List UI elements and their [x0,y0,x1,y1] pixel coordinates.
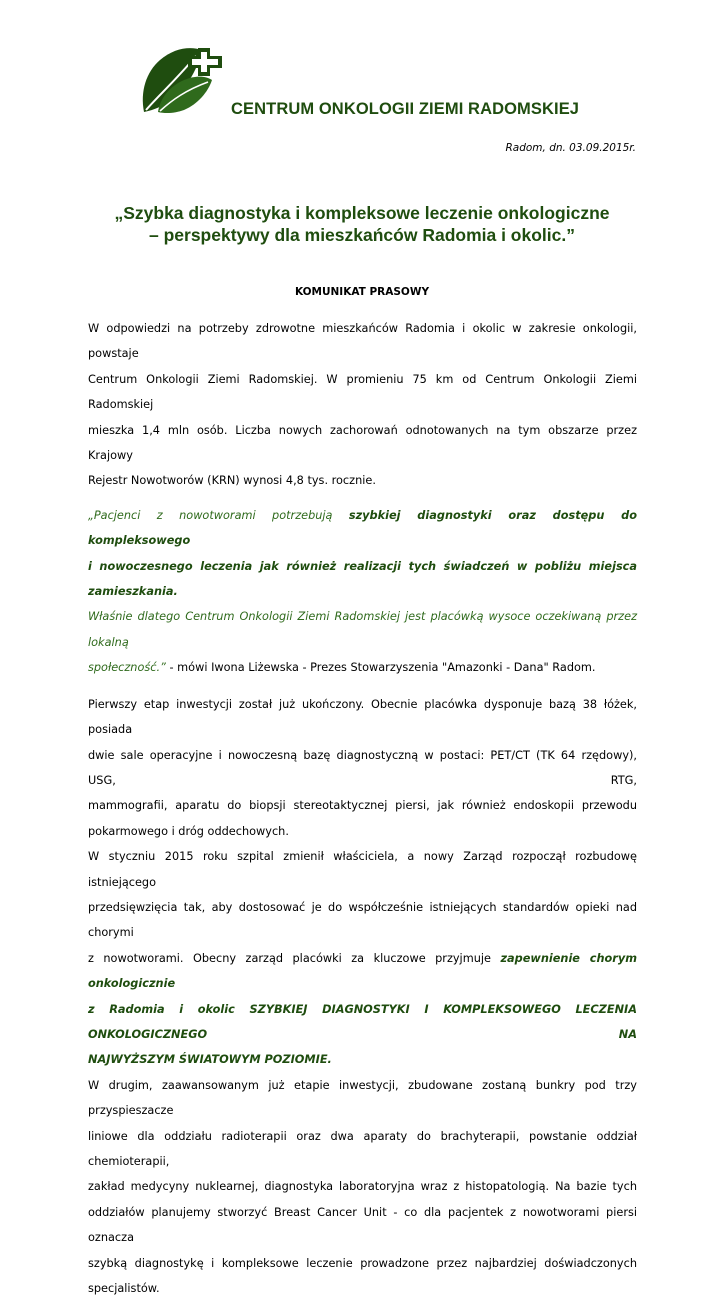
headline-line-2: – perspektywy dla mieszkańców Radomia i okolic.” [149,225,575,245]
paragraph-management-line [88,1047,637,1072]
paragraph-management-line: W styczniu 2015 roku szpital zmienił właściciela, a nowy Zarząd rozpoczął rozbudowę istniejącego [88,850,637,889]
management-text: z nowotworami. Obecny zarząd placówki za kluczowe przyjmuje [88,951,501,965]
leaf-cross-logo [138,42,230,116]
paragraph-facilities-line: pokarmowego i dróg oddechowych. [88,824,289,838]
paragraph-intro-line: Centrum Onkologii Ziemi Radomskiej. W promieniu 75 km od Centrum Onkologii Ziemi Radomskiej [88,372,637,412]
management-emphasis: NAJWYŻSZYM ŚWIATOWYM POZIOMIE. [88,1053,332,1067]
organization-name: CENTRUM ONKOLOGII ZIEMI RADOMSKIEJ [231,100,580,118]
document-body [88,316,637,1301]
quote-line [88,655,637,680]
quote-line [88,503,637,554]
document-date: Radom, dn. 03.09.2015r. [505,142,636,154]
paragraph-intro-line: Rejestr Nowotworów (KRN) wynosi 4,8 tys. rocznie. [88,474,376,488]
paragraph-intro-line: mieszka 1,4 mln osób. Liczba nowych zachorowań odnotowanych na tym obszarze przez Krajowy [88,423,637,463]
paragraph-management-line [88,997,637,1048]
headline-line-1: „Szybka diagnostyka i kompleksowe leczenie onkologiczne [114,203,610,223]
paragraph-management-line [88,946,637,997]
quote-text: „Pacjenci z nowotworami potrzebują [88,508,349,522]
quote-emphasis: szybkiej diagnostyki oraz dostępu do kompleksowego [88,508,637,548]
paragraph-expansion-line: szybką diagnostykę i kompleksowe leczenie prowadzone przez najbardziej doświadczonych [88,1256,637,1270]
paragraph-facilities-line: dwie sale operacyjne i nowoczesną bazę diagnostyczną w postaci: PET/CT (TK 64 rzędowy), USG, RTG, [88,748,637,787]
paragraph-expansion-line: specjalistów. [88,1282,160,1296]
paragraph-facilities-line: mammografii, aparatu do biopsji stereotaktycznej piersi, jak również endoskopii przewodu [88,799,637,813]
paragraph-expansion-line: W drugim, zaawansowanym już etapie inwestycji, zbudowane zostaną bunkry pod trzy przyspieszacze [88,1078,637,1118]
press-release-label: KOMUNIKAT PRASOWY [294,286,430,298]
quote-line [88,604,637,655]
quote-text: Właśnie dlatego Centrum Onkologii Ziemi Radomskiej jest placówką wysoce oczekiwaną przez lokalną [88,610,637,649]
paragraph-intro-line: W odpowiedzi na potrzeby zdrowotne mieszkańców Radomia i okolic w zakresie onkologii, powstaje [88,322,637,361]
paragraph-expansion-line: oddziałów planujemy stworzyć Breast Cancer Unit - co dla pacjentek z nowotworami piersi oznacza [88,1205,637,1245]
management-emphasis: z Radomia i okolic SZYBKIEJ DIAGNOSTYKI I KOMPLEKSOWEGO LECZENIA ONKOLOGICZNEGO NA [88,1002,637,1041]
quote-emphasis: i nowoczesnego leczenia jak również realizacji tych świadczeń w pobliżu miejsca zamieszkania. [88,559,637,599]
quote-line [88,554,637,605]
paragraph-expansion-line: zakład medycyny nuklearnej, diagnostyka laboratoryjna wraz z histopatologią. Na bazie tych [88,1180,637,1194]
paragraph-management-line: przedsięwzięcia tak, aby dostosować je do współcześnie istniejących standardów opieki nad chorymi [88,900,637,940]
management-emphasis: zapewnienie chorym onkologicznie [88,951,637,991]
paragraph-facilities-line: Pierwszy etap inwestycji został już ukończony. Obecnie placówka dysponuje bazą 38 łóżek, posiada [88,697,637,737]
paragraph-expansion-line: liniowe dla oddziału radioterapii oraz dwa aparaty do brachyterapii, powstanie oddział chemioterapii, [88,1129,637,1168]
quote-text: społeczność.” [88,661,166,675]
headline [60,202,664,246]
quote-attribution: - mówi Iwona Liżewska - Prezes Stowarzyszenia "Amazonki - Dana" Radom. [165,661,596,675]
